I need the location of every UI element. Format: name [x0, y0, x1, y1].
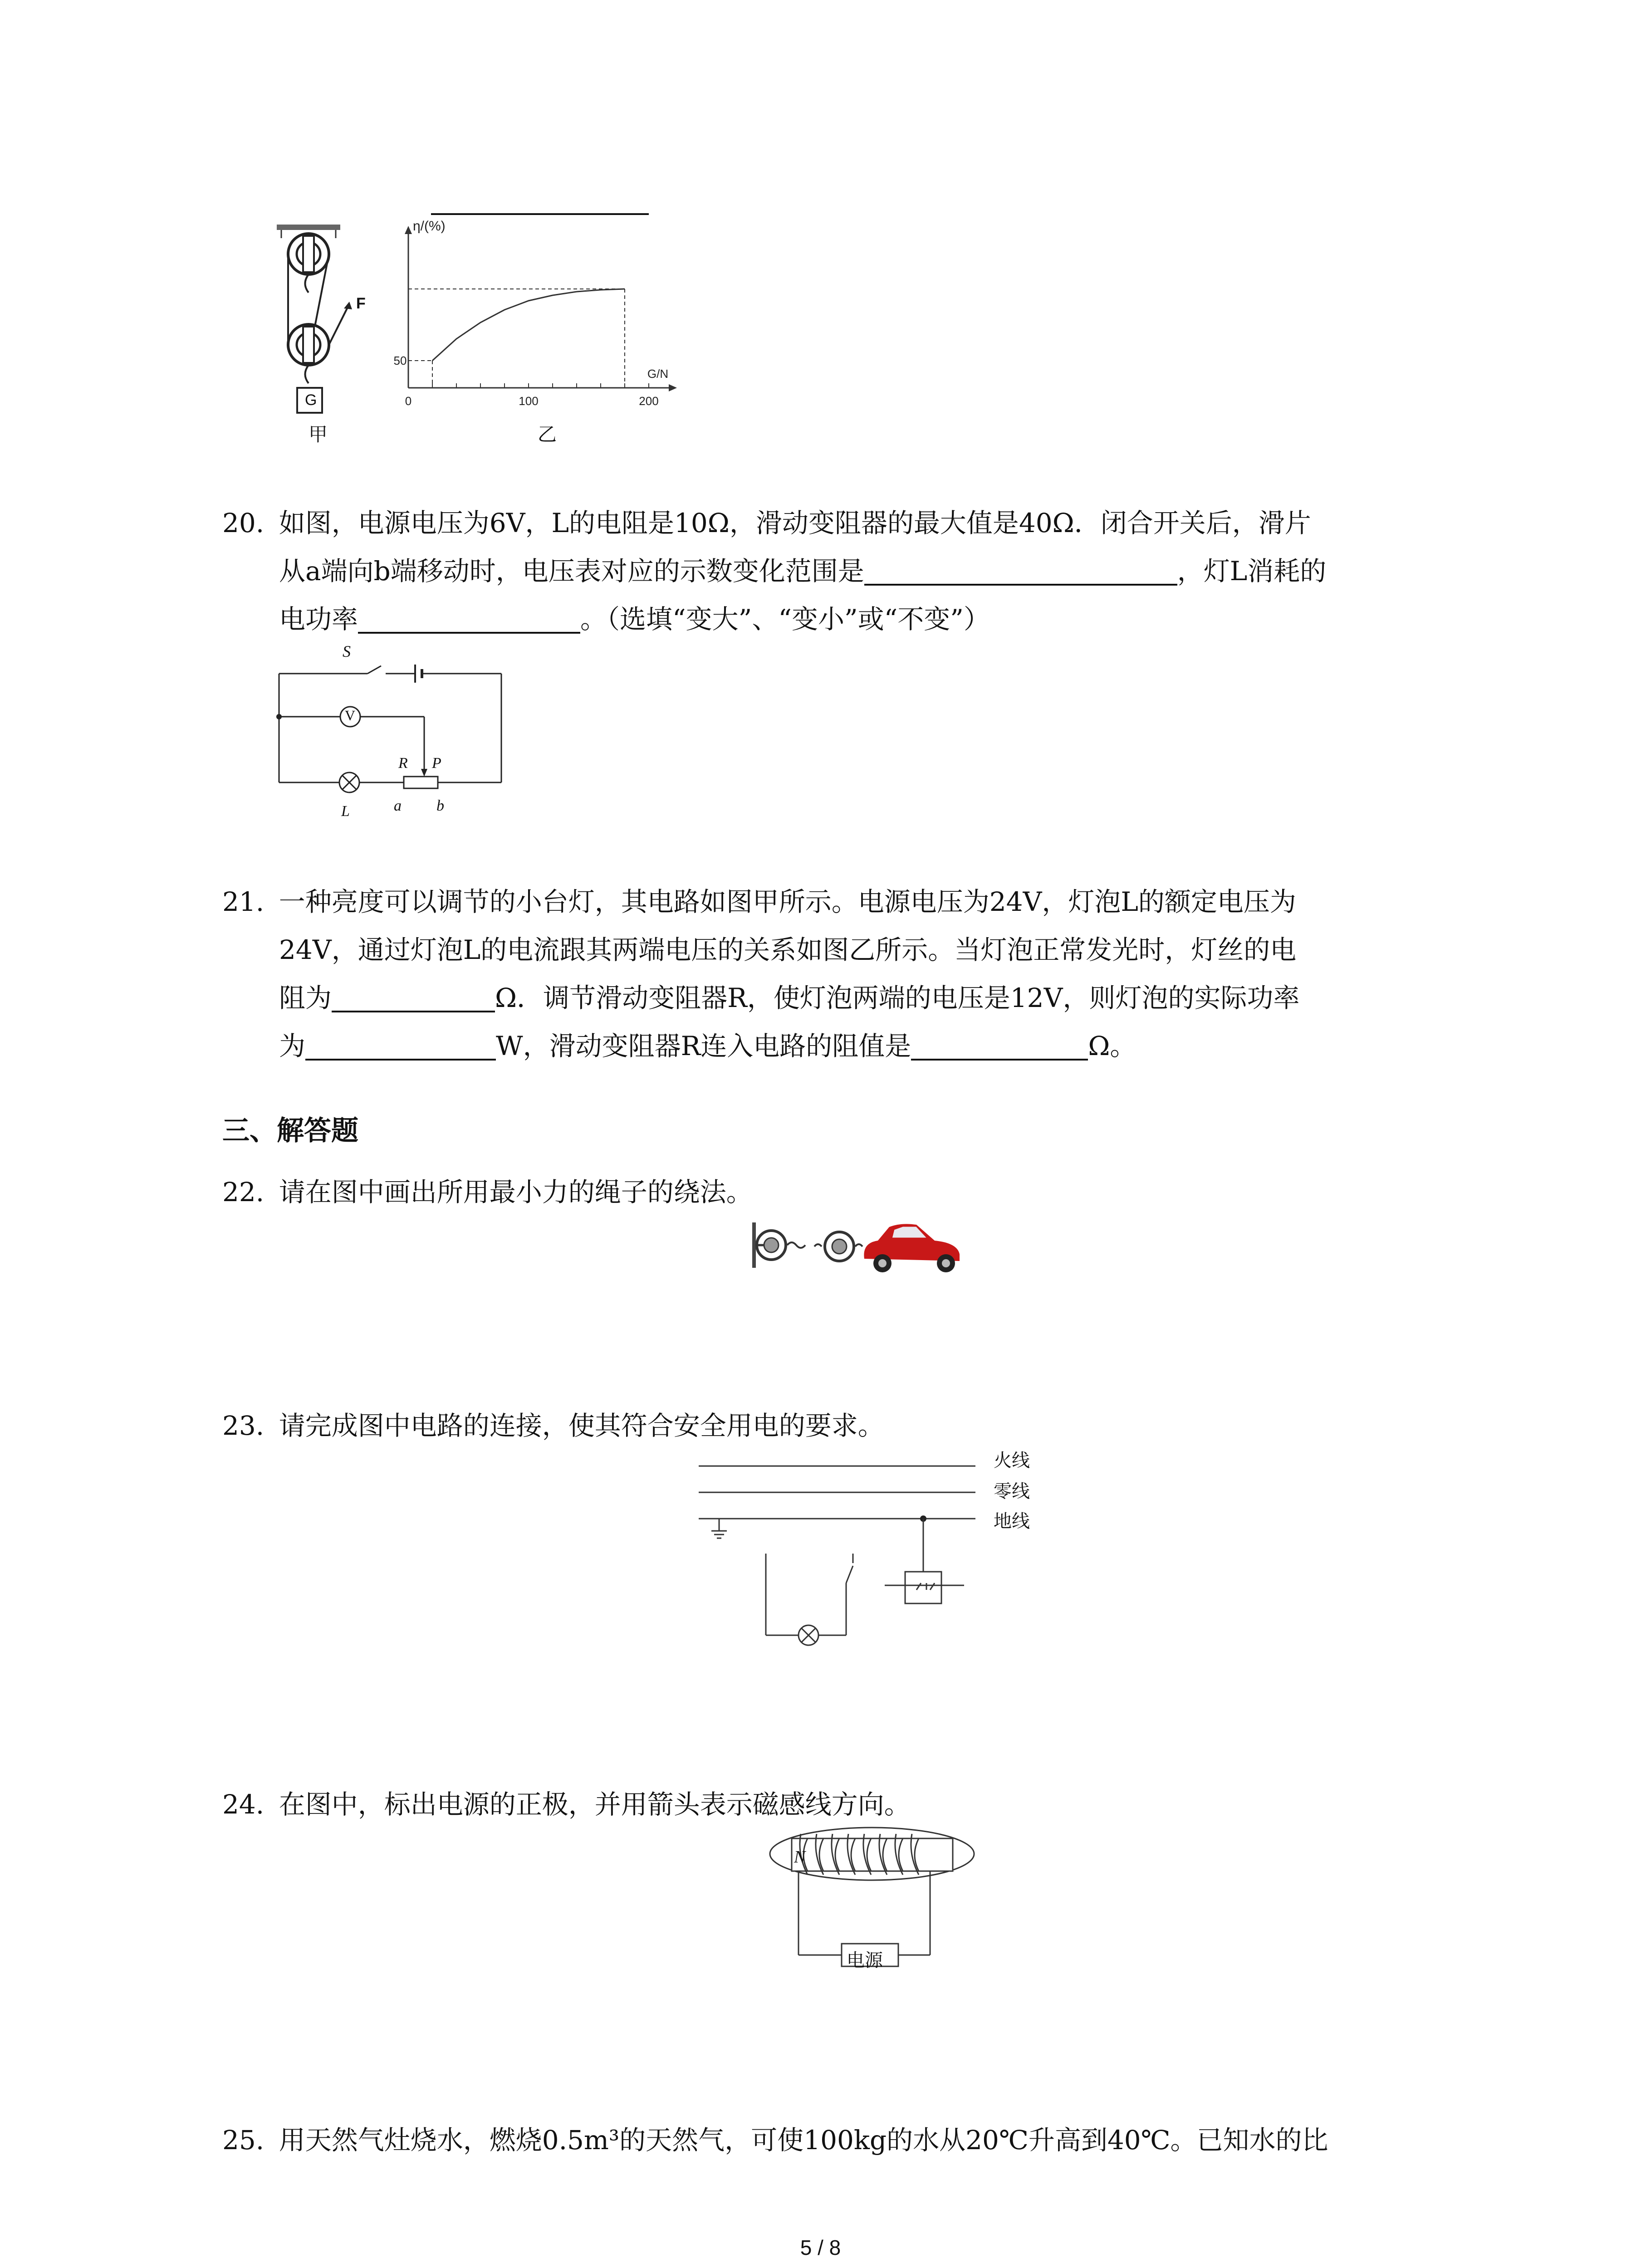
q23-ground-wire-label: 地线	[994, 1511, 1030, 1531]
q20-blank-voltage[interactable]	[864, 557, 1177, 586]
q25-number: 25.	[222, 2125, 265, 2156]
q21-line3a: 阻为	[279, 982, 332, 1013]
q22-text: 请在图中画出所用最小力的绳子的绕法。	[279, 1177, 753, 1207]
q22-number: 22.	[222, 1177, 265, 1207]
q23-text: 请完成图中电路的连接，使其符合安全用电的要求。	[279, 1410, 884, 1441]
chart-efficiency-line	[432, 289, 625, 361]
fig-label-yi: 乙	[538, 423, 557, 445]
answer-line-top	[431, 213, 649, 215]
q20-voltmeter-label: V	[345, 707, 356, 723]
q21-blank-power[interactable]	[305, 1032, 496, 1061]
efficiency-chart	[390, 218, 690, 417]
q20-resistor-label: R	[398, 755, 408, 772]
q20-slider-label: P	[432, 755, 441, 772]
q20-blank-power[interactable]	[358, 606, 580, 634]
pulley-weight-label: G	[305, 391, 317, 409]
q21-line3b: Ω．调节滑动变阻器R，使灯泡两端的电压是12V，则灯泡的实际功率	[495, 982, 1300, 1013]
chart-y-tick-label: 50	[393, 354, 407, 367]
q20-end-b-label: b	[436, 797, 444, 814]
chart-y-label: η/(%)	[413, 219, 446, 234]
q25-text: 用天然气灶烧水，燃烧0.5m³的天然气，可使100kg的水从20℃升高到40℃。已知水的比	[279, 2125, 1328, 2156]
q20-lamp-label: L	[341, 803, 350, 820]
chart-x-arrow	[669, 384, 677, 391]
q24-power-source-label: 电源	[847, 1950, 883, 1970]
q20-line2a: 从a端向b端移动时，电压表对应的示数变化范围是	[279, 556, 864, 587]
question-20	[222, 499, 1326, 643]
q20-number: 20.	[222, 508, 265, 538]
q21-line4b: W，滑动变阻器R连入电路的阻值是	[496, 1031, 911, 1061]
q20-line2b: ，灯L消耗的	[1177, 556, 1327, 587]
q21-number: 21.	[222, 886, 265, 917]
q23-household-circuit	[694, 1447, 975, 1665]
q21-line1: 一种亮度可以调节的小台灯，其电路如图甲所示。电源电压为24V，灯泡L的额定电压为	[279, 886, 1296, 917]
q24-north-pole-label: N	[794, 1848, 806, 1867]
q20-circuit	[272, 640, 508, 821]
fig-label-jia: 甲	[309, 423, 328, 445]
chart-x-label: G/N	[647, 367, 669, 381]
question-21	[222, 878, 1299, 1070]
q20-switch-label: S	[343, 642, 351, 660]
q21-blank-resistance[interactable]	[332, 984, 495, 1012]
chart-x-tick-label: 100	[519, 394, 539, 408]
section-title: 三、解答题	[222, 1115, 358, 1147]
q24-text: 在图中，标出电源的正极，并用箭头表示磁感线方向。	[279, 1789, 911, 1820]
q20-line3b: 。（选填“变大”、“变小”或“不变”）	[580, 604, 990, 635]
q23-number: 23.	[222, 1410, 265, 1441]
q21-line4c: Ω。	[1088, 1031, 1136, 1061]
q21-line4a: 为	[279, 1031, 306, 1061]
chart-origin-label: 0	[405, 394, 412, 408]
force-label: F	[356, 295, 366, 312]
q22-pulley-car-figure	[744, 1216, 989, 1279]
question-25	[222, 2116, 1328, 2164]
q23-live-wire-label: 火线	[994, 1451, 1030, 1471]
q21-blank-rheostat[interactable]	[911, 1032, 1088, 1061]
question-23	[222, 1402, 884, 1450]
question-22	[222, 1168, 753, 1216]
q20-line1: 如图，电源电压为6V，L的电阻是10Ω，滑动变阻器的最大值是40Ω．闭合开关后，滑片	[279, 508, 1311, 538]
q21-line2: 24V，通过灯泡L的电流跟其两端电压的关系如图乙所示。当灯泡正常发光时，灯丝的电	[279, 934, 1297, 965]
chart-x-tick-label: 200	[639, 394, 659, 408]
q23-neutral-wire-label: 零线	[994, 1481, 1030, 1501]
chart-y-arrow	[405, 226, 412, 234]
q24-number: 24.	[222, 1789, 265, 1820]
pulley-figure	[268, 222, 358, 454]
q20-end-a-label: a	[394, 797, 402, 814]
q20-line3a: 电功率	[279, 604, 358, 635]
question-24	[222, 1780, 911, 1828]
page-number: 5 / 8	[800, 2236, 841, 2259]
